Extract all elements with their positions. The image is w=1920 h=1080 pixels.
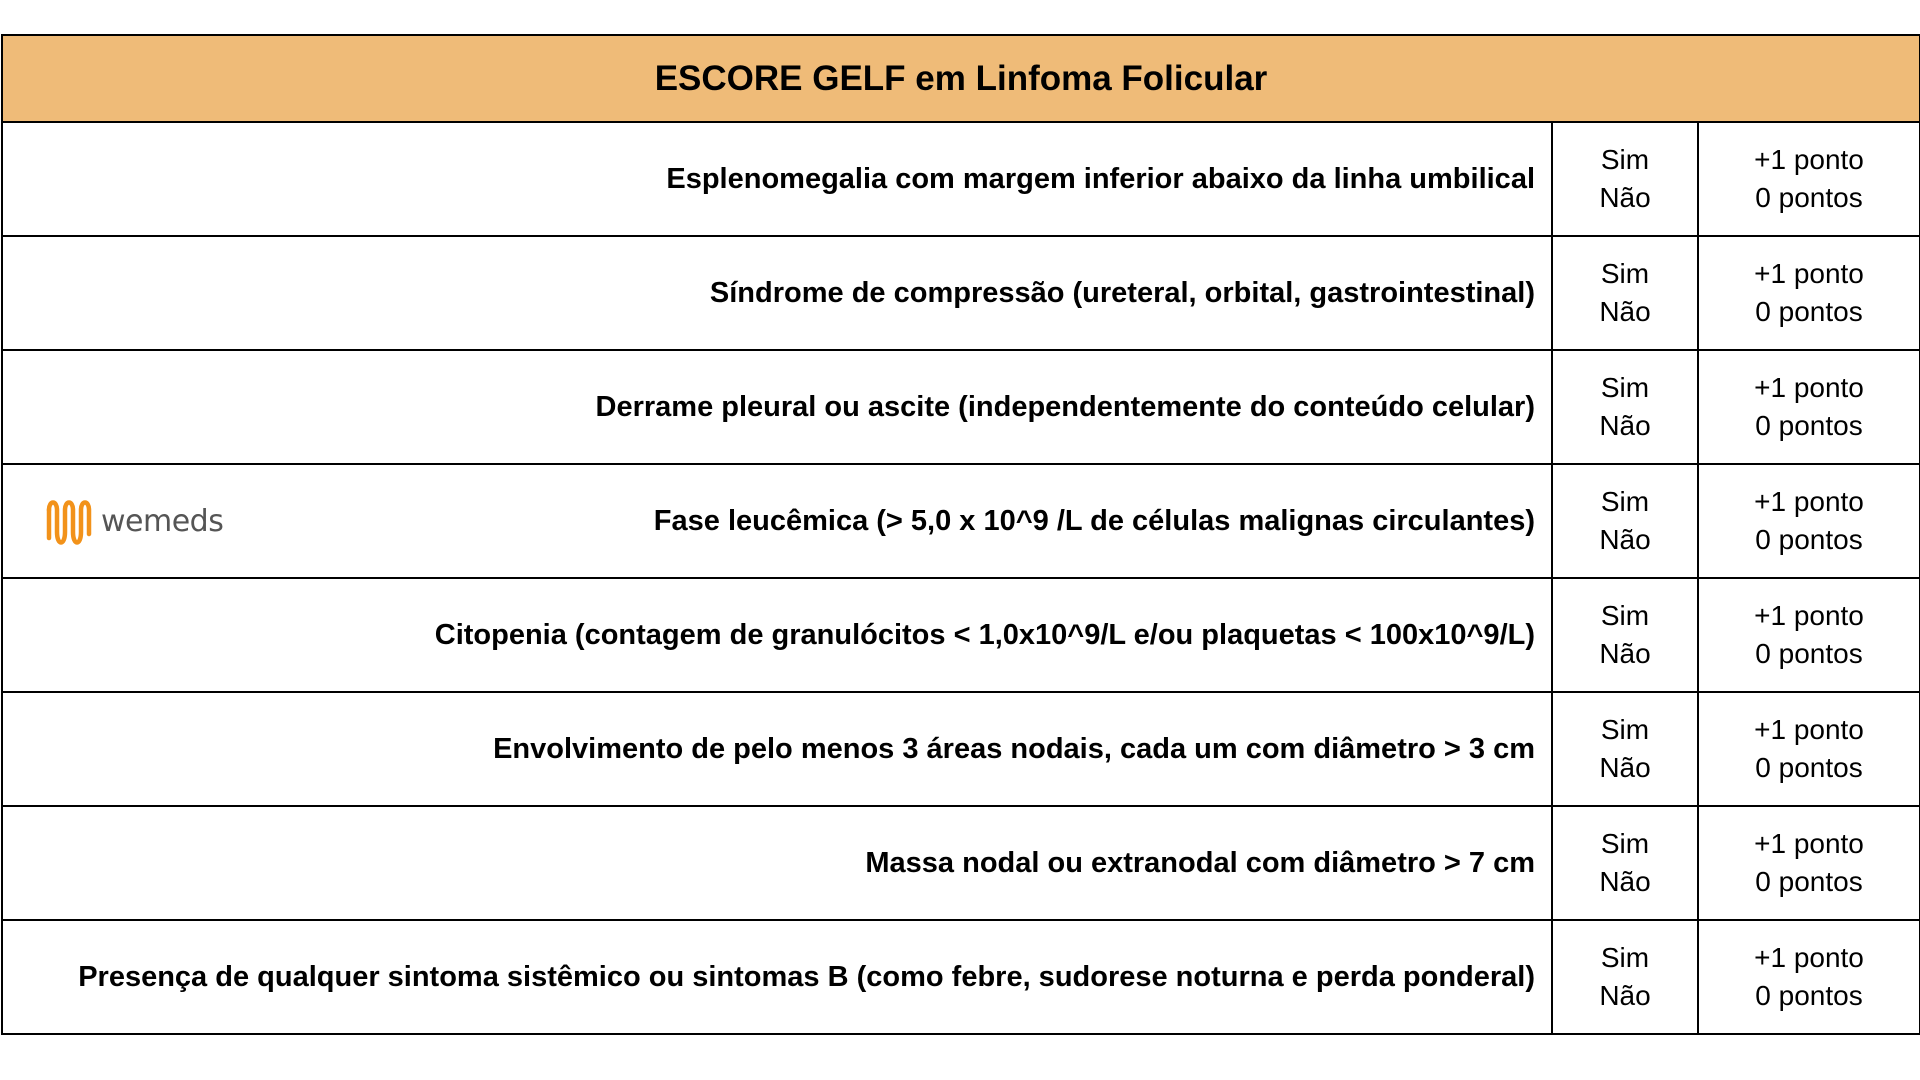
points-cell	[1698, 578, 1920, 692]
answer-cell	[1552, 236, 1698, 350]
points-yes: +1 ponto	[1754, 486, 1864, 517]
points-no: 0 pontos	[1755, 524, 1863, 555]
points-cell	[1698, 806, 1920, 920]
answer-no: Não	[1599, 980, 1651, 1011]
answer-no: Não	[1599, 638, 1651, 669]
points-yes: +1 ponto	[1754, 714, 1864, 745]
points-cell	[1698, 350, 1920, 464]
table-row	[2, 236, 1920, 350]
criterion-cell	[2, 692, 1552, 806]
criterion-text: Citopenia (contagem de granulócitos < 1,0x10^9/L e/ou plaquetas < 100x10^9/L)	[434, 618, 1535, 651]
criterion-cell	[2, 122, 1552, 236]
table-header-row	[2, 35, 1920, 122]
criterion-cell	[2, 236, 1552, 350]
answer-yes: Sim	[1600, 372, 1650, 403]
points-no: 0 pontos	[1755, 296, 1863, 327]
points-no: 0 pontos	[1755, 752, 1863, 783]
answer-yes: Sim	[1600, 714, 1650, 745]
answer-cell	[1552, 578, 1698, 692]
answer-cell	[1552, 464, 1698, 578]
criterion-text: Derrame pleural ou ascite (independentemente do conteúdo celular)	[595, 390, 1535, 423]
answer-yes: Sim	[1600, 486, 1650, 517]
points-no: 0 pontos	[1755, 182, 1863, 213]
points-yes: +1 ponto	[1754, 258, 1864, 289]
table-row	[2, 464, 1920, 578]
points-no: 0 pontos	[1755, 866, 1863, 897]
points-no: 0 pontos	[1755, 410, 1863, 441]
table-title: ESCORE GELF em Linfoma Folicular	[2, 35, 1920, 122]
answer-no: Não	[1599, 866, 1651, 897]
criterion-text: Esplenomegalia com margem inferior abaixo da linha umbilical	[666, 162, 1535, 195]
answer-cell	[1552, 350, 1698, 464]
answer-yes: Sim	[1600, 258, 1650, 289]
points-yes: +1 ponto	[1754, 828, 1864, 859]
table-row	[2, 122, 1920, 236]
answer-cell	[1552, 920, 1698, 1034]
points-yes: +1 ponto	[1754, 372, 1864, 403]
points-cell	[1698, 236, 1920, 350]
answer-yes: Sim	[1600, 828, 1650, 859]
points-yes: +1 ponto	[1754, 144, 1864, 175]
answer-no: Não	[1599, 752, 1651, 783]
answer-yes: Sim	[1600, 144, 1650, 175]
points-cell	[1698, 692, 1920, 806]
criterion-cell	[2, 806, 1552, 920]
table-row	[2, 578, 1920, 692]
table-row	[2, 920, 1920, 1034]
answer-cell	[1552, 122, 1698, 236]
answer-yes: Sim	[1600, 942, 1650, 973]
wemeds-logo-text: wemeds	[101, 503, 224, 539]
points-cell	[1698, 920, 1920, 1034]
points-cell	[1698, 122, 1920, 236]
table-row	[2, 692, 1920, 806]
table-row	[2, 350, 1920, 464]
answer-yes: Sim	[1600, 600, 1650, 631]
answer-cell	[1552, 692, 1698, 806]
criterion-cell	[2, 350, 1552, 464]
criterion-text: Presença de qualquer sintoma sistêmico ou sintomas B (como febre, sudorese noturna e perda ponderal)	[78, 960, 1535, 993]
criterion-text: Fase leucêmica (> 5,0 x 10^9 /L de células malignas circulantes)	[653, 504, 1535, 537]
criterion-cell	[2, 578, 1552, 692]
wemeds-logo-icon	[43, 490, 93, 552]
gelf-score-table	[1, 34, 1920, 1035]
criterion-text: Massa nodal ou extranodal com diâmetro > 7 cm	[865, 846, 1535, 879]
points-yes: +1 ponto	[1754, 942, 1864, 973]
answer-no: Não	[1599, 182, 1651, 213]
criterion-text: Síndrome de compressão (ureteral, orbital, gastrointestinal)	[709, 276, 1535, 309]
points-yes: +1 ponto	[1754, 600, 1864, 631]
answer-no: Não	[1599, 296, 1651, 327]
points-no: 0 pontos	[1755, 638, 1863, 669]
wemeds-logo	[43, 490, 223, 552]
criterion-cell	[2, 464, 1552, 578]
answer-cell	[1552, 806, 1698, 920]
answer-no: Não	[1599, 524, 1651, 555]
criterion-text: Envolvimento de pelo menos 3 áreas nodais, cada um com diâmetro > 3 cm	[493, 732, 1535, 765]
points-no: 0 pontos	[1755, 980, 1863, 1011]
criterion-cell	[2, 920, 1552, 1034]
table-row	[2, 806, 1920, 920]
points-cell	[1698, 464, 1920, 578]
answer-no: Não	[1599, 410, 1651, 441]
